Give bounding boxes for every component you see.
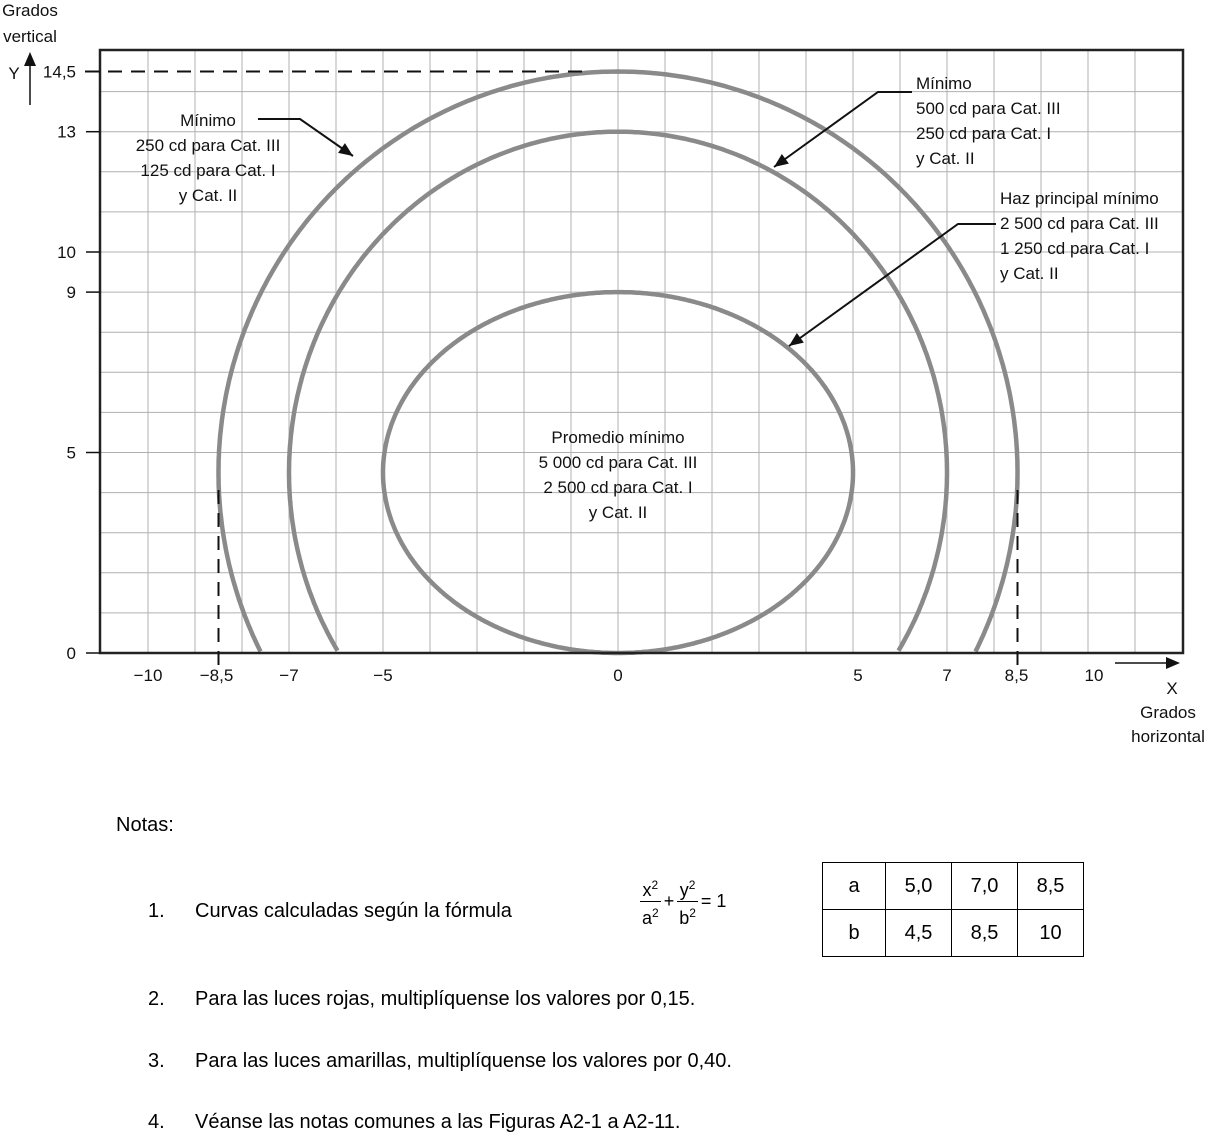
b-var: b [679,908,690,928]
mid-curve-label: y Cat. II [1000,264,1059,283]
exponent: 2 [689,906,696,920]
outer-curve-label: Mínimo [180,111,236,130]
inner-curve-label: Promedio mínimo [551,428,685,447]
y-tick-label: 5 [66,443,76,463]
mid-curve-label: 2 500 cd para Cat. III [1000,214,1159,233]
note-number: 1. [148,900,165,922]
x-tick-label: 7 [942,666,952,685]
plus-sign: + [663,891,675,911]
table-row [823,910,1084,957]
large-curve-leader [774,92,912,167]
y-fraction [677,874,698,929]
y-tick-label: 9 [66,283,76,303]
x-tick-label: −10 [133,666,163,685]
table-cell: 7,0 [952,863,1018,910]
inner-curve-label: y Cat. II [588,503,648,522]
table-head: b [823,910,886,957]
y-tick-label: 13 [57,122,76,142]
x-tick-label: 0 [613,666,623,685]
y-axis-title: vertical [3,27,57,46]
x-axis-letter: X [1166,679,1178,698]
exponent: 2 [688,878,696,892]
inner-curve-label: 2 500 cd para Cat. I [543,478,693,497]
inner-curve-label: 5 000 cd para Cat. III [538,453,698,472]
a-var: a [642,908,653,928]
x-axis-title: horizontal [1131,727,1205,746]
note-number: 2. [148,988,165,1010]
note-text: Para las luces rojas, multiplíquense los valores por 0,15. [195,988,696,1010]
outer-curve-label: 250 cd para Cat. III [135,136,281,155]
x-fraction [640,874,661,929]
y-axis-letter: Y [8,64,20,83]
exponent: 2 [652,906,659,920]
mid-curve-label: Haz principal mínimo [1000,189,1159,208]
y-tick-label: 0 [66,644,76,663]
x-axis-title: Grados [1140,703,1196,722]
note-text: Véanse las notas comunes a las Figuras A2-1 a A2-11. [195,1111,681,1133]
x-var: x [642,880,652,900]
large-curve-label: 500 cd para Cat. III [916,99,1061,118]
x-tick-label: −5 [373,666,393,685]
mid-curve-label: 1 250 cd para Cat. I [1000,239,1150,258]
table-cell: 8,5 [952,910,1018,957]
x-tick-label: 10 [1084,666,1104,685]
notes-title: Notas: [116,814,174,836]
y-axis-arrowhead [24,52,36,66]
note-number: 3. [148,1050,165,1072]
large-curve-label: 250 cd para Cat. I [916,124,1052,143]
note-number: 4. [148,1111,165,1133]
x-tick-label: 5 [853,666,863,685]
table-row [823,863,1084,910]
x-tick-label: −8,5 [199,666,234,685]
table-cell: 4,5 [886,910,952,957]
table-cell: 8,5 [1018,863,1084,910]
semi-axes-table [822,862,1084,957]
x-tick-label: −7 [279,666,299,685]
arrowhead [338,143,353,156]
y-tick-label: 10 [57,243,76,262]
ellipse-formula [640,874,729,929]
outer-curve-label: y Cat. II [178,186,238,205]
note-text: Para las luces amarillas, multiplíquense los valores por 0,40. [195,1050,732,1072]
notes-section [0,800,1211,1137]
table-cell: 10 [1018,910,1084,957]
y-axis-title: Grados [2,1,58,20]
table-head: a [823,863,886,910]
x-tick-label: 8,5 [1004,666,1029,685]
y-var: y [679,880,689,900]
large-curve-label: y Cat. II [916,149,975,168]
table-cell: 5,0 [886,863,952,910]
y-tick-label: 14,5 [42,62,76,82]
arrowhead [774,154,789,167]
arrowhead [789,333,804,346]
equals-one: = 1 [700,891,727,911]
large-curve-label: Mínimo [916,74,972,93]
outer-curve-label: 125 cd para Cat. I [140,161,276,180]
note-text: Curvas calculadas según la fórmula [195,900,512,922]
x-axis-arrowhead [1166,657,1180,669]
exponent: 2 [651,878,659,892]
